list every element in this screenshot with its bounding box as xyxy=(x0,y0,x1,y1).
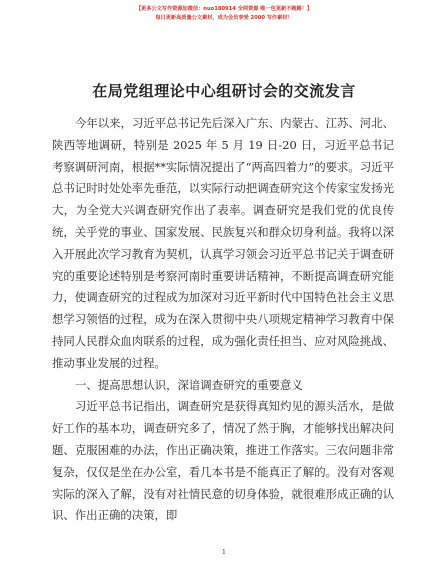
section-paragraph: 习近平总书记指出，调查研究是获得真知灼见的源头活水，是做好工作的基本功，调查研究多了，情况了然于胸，才能够找出解决问题、克服困难的办法，作出正确决策，推进工作落实。三农问题非常复杂，仅仅是坐在办公室，看几本书是不能真正了解的。没有对客观实际的深入了解，没有对社情民意的切身体验，就很难形成正确的认识、作出正确的决策，即 xyxy=(52,399,394,523)
promo-banner-line-2: 每日更新高质量公文素材，成为会员享受 2000 写作素材！ xyxy=(155,14,293,21)
section-heading: 一、提高思想认识，深谙调查研究的重要意义 xyxy=(75,377,303,392)
promo-banner xyxy=(0,5,448,22)
document-body xyxy=(52,113,394,527)
document-title: 在局党组理论中心组研讨会的交流发言 xyxy=(92,82,356,100)
page-number: 1 xyxy=(221,548,227,556)
intro-paragraph: 今年以来，习近平总书记先后深入广东、内蒙古、江苏、河北、陕西等地调研，特别是 2025 年 5 月 19 日-20 日，习近平总书记考察调研河南，根据**实际情况提出了“两高四着力”的要求。习近平总书记时时处处率先垂范，以实际行动把调查研究这个传家宝发扬光大，为全党大兴调查研究作出了表率。调查研究是我们党的优良传统，关乎党的事业、国家发展、民族复兴和群众切身利益。我将以深入开展此次学习教育为契机，认真学习领会习近平总书记关于调查研究的重要论述特别是考察河南时重要讲话精神，不断提高调查研究能力，使调查研究的过程成为加深对习近平新时代中国特色社会主义思想学习领悟的过程，成为在深入贯彻中央八项规定精神学习教育中保持同人民群众血肉联系的过程，成为强化责任担当、应对风险挑战、推动事业发展的过程。 xyxy=(52,116,394,370)
promo-banner-line-1: 【更多公文写作资源加微信：nuo180914 全网资源 唯一包更新不跑路！】 xyxy=(135,6,313,12)
